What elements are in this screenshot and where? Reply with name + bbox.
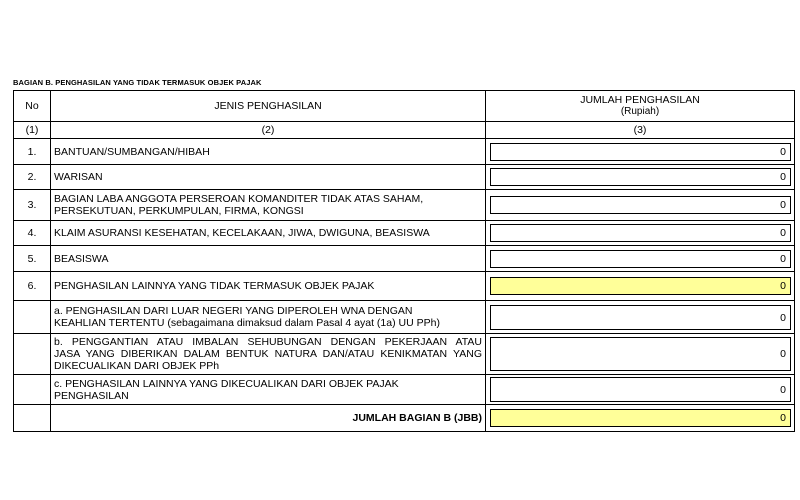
subrow-c: [14, 375, 795, 405]
amount-field-sub-a[interactable]: 0: [490, 305, 791, 330]
row-number: 4.: [14, 221, 51, 246]
header-row: [14, 91, 795, 122]
amount-field-total-jbb[interactable]: 0: [490, 409, 791, 427]
amount-cell: [486, 375, 795, 405]
amount-cell: [486, 221, 795, 246]
empty-number-cell: [14, 405, 51, 432]
subrow-label-line: PENGHASILAN: [54, 389, 129, 402]
header-jumlah: [486, 91, 795, 122]
amount-cell: [486, 139, 795, 165]
row-number: 6.: [14, 272, 51, 301]
header-jumlah-title: JUMLAH PENGHASILAN: [580, 94, 700, 106]
row-label: BEASISWA: [51, 246, 486, 272]
row-number: 1.: [14, 139, 51, 165]
amount-field-penghasilan-lainnya[interactable]: 0: [490, 277, 791, 295]
amount-cell: [486, 246, 795, 272]
empty-number-cell: [14, 334, 51, 375]
income-table: [13, 90, 795, 432]
subrow-a: [14, 301, 795, 334]
amount-field-bantuan[interactable]: 0: [490, 143, 791, 161]
amount-cell: [486, 405, 795, 432]
header-jumlah-unit: (Rupiah): [620, 106, 660, 117]
total-label: JUMLAH BAGIAN B (JBB): [51, 405, 486, 432]
column-number-row: [14, 122, 795, 139]
row-number: 5.: [14, 246, 51, 272]
col-number-1: (1): [14, 122, 51, 139]
amount-cell: [486, 334, 795, 375]
subrow-b: [14, 334, 795, 375]
amount-field-bagian-laba[interactable]: 0: [490, 196, 791, 214]
subrow-label-line: a. PENGHASILAN DARI LUAR NEGERI YANG DIPEROLEH WNA DENGAN: [54, 305, 413, 317]
subrow-label: [51, 334, 486, 375]
subrow-label-line: c. PENGHASILAN LAINNYA YANG DIKECUALIKAN DARI OBJEK PAJAK: [54, 377, 399, 390]
row-3: [14, 190, 795, 221]
amount-field-sub-b[interactable]: 0: [490, 337, 791, 371]
empty-number-cell: [14, 301, 51, 334]
row-label: WARISAN: [51, 165, 486, 190]
section-title: BAGIAN B. PENGHASILAN YANG TIDAK TERMASUK OBJEK PAJAK: [13, 78, 262, 87]
amount-field-warisan[interactable]: 0: [490, 168, 791, 186]
subrow-label-line: KEAHLIAN TERTENTU (sebagaimana dimaksud dalam Pasal 4 ayat (1a) UU PPh): [54, 317, 440, 329]
amount-cell: [486, 165, 795, 190]
amount-cell: [486, 301, 795, 334]
subrow-label-line: JASA YANG DIBERIKAN DALAM BENTUK NATURA DAN/ATAU KENIKMATAN YANG: [54, 348, 482, 360]
empty-number-cell: [14, 375, 51, 405]
row-label-line: BAGIAN LABA ANGGOTA PERSEROAN KOMANDITER TIDAK ATAS SAHAM,: [54, 193, 424, 205]
amount-field-sub-c[interactable]: 0: [490, 377, 791, 402]
row-6: [14, 272, 795, 301]
total-row: [14, 405, 795, 432]
row-1: [14, 139, 795, 165]
header-jenis: JENIS PENGHASILAN: [51, 91, 486, 122]
subrow-label: [51, 375, 486, 405]
subrow-label-line: b. PENGGANTIAN ATAU IMBALAN SEHUBUNGAN DENGAN PEKERJAAN ATAU: [54, 336, 482, 348]
row-number: 3.: [14, 190, 51, 221]
row-label: BANTUAN/SUMBANGAN/HIBAH: [51, 139, 486, 165]
row-label: [51, 190, 486, 221]
row-4: [14, 221, 795, 246]
amount-cell: [486, 190, 795, 221]
amount-field-klaim-asuransi[interactable]: 0: [490, 224, 791, 242]
amount-cell: [486, 272, 795, 301]
row-label-line: PERSEKUTUAN, PERKUMPULAN, FIRMA, KONGSI: [54, 205, 304, 217]
col-number-3: (3): [486, 122, 795, 139]
subrow-label-line: DIKECUALIKAN DARI OBJEK PPh: [54, 360, 220, 372]
amount-field-beasiswa[interactable]: 0: [490, 250, 791, 268]
header-no: No: [14, 91, 51, 122]
row-2: [14, 165, 795, 190]
subrow-label: [51, 301, 486, 334]
row-label: PENGHASILAN LAINNYA YANG TIDAK TERMASUK OBJEK PAJAK: [51, 272, 486, 301]
row-number: 2.: [14, 165, 51, 190]
col-number-2: (2): [51, 122, 486, 139]
row-label: KLAIM ASURANSI KESEHATAN, KECELAKAAN, JIWA, DWIGUNA, BEASISWA: [51, 221, 486, 246]
row-5: [14, 246, 795, 272]
